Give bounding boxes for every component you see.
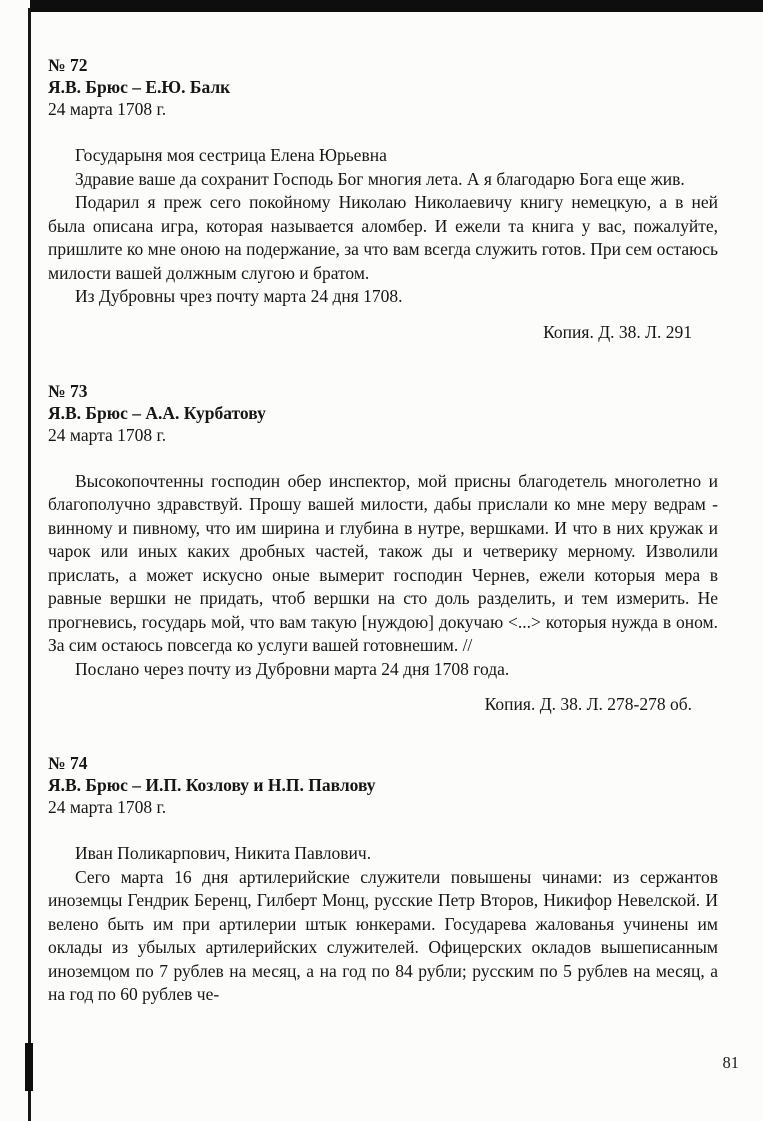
letter-paragraph: Подарил я преж сего покойному Николаю Николаевичу книгу немецкую, а в ней была описана игра, которая называется аломбер. И ежели та книга у вас, пожалуйте, пришлите ко мне оною на подержание, за что вам всегда служить готов. При сем остаюсь милости вашей должным слугою и братом.	[48, 192, 718, 283]
letter-74	[48, 752, 718, 1007]
letter-date: 24 марта 1708 г.	[48, 99, 167, 119]
letter-number: № 73	[48, 380, 88, 401]
letter-date: 24 марта 1708 г.	[48, 424, 167, 445]
letter-paragraph: Сего марта 16 дня артилерийские служители повышены чинами: из сержантов иноземцы Гендрик Беренц, Гилберт Монц, русские Петр Второв, Никифор Невелской. И велено быть им при артилерии штык юнкерами. Государева жалованья учинены им оклады из убылых артилерийских служителей. Офицерских окладов вышеписанным иноземцом по 7 рублев на месяц, а на год по 84 рубли; русским по 5 рублев на месяц, а на год по 60 рублев че-	[48, 866, 718, 1004]
letter-heading: Я.В. Брюс – Е.Ю. Балк	[48, 77, 231, 97]
letter-date: 24 марта 1708 г.	[48, 797, 167, 817]
letter-body	[48, 470, 718, 682]
scan-artifact-top-bar	[30, 0, 763, 12]
letter-body	[48, 144, 718, 309]
letter-73	[48, 380, 718, 717]
letter-number: № 72	[48, 55, 88, 75]
page-number: 81	[722, 1053, 739, 1072]
letter-number: № 74	[48, 753, 88, 773]
letter-body	[48, 842, 718, 1007]
letter-paragraph: Государыня моя сестрица Елена Юрьевна	[75, 145, 387, 165]
letter-heading: Я.В. Брюс – И.П. Козлову и Н.П. Павлову	[48, 775, 376, 795]
page-content	[48, 54, 718, 1007]
letter-72	[48, 54, 718, 344]
letter-paragraph: Иван Поликарпович, Никита Павлович.	[75, 843, 372, 863]
letter-paragraph: Высокопочтенны господин обер инспектор, мой присны благодетель многолетно и благополучно здравствуй. Прошу вашей милости, дабы прислали ко мне меру ведрам - винному и пивному, что им ширина и глубина в нутре, вершками. И что в них кружак и чарок или иных каких дробных частей, також ды и четверику мерному. Изволили прислать, а может искусно оные вымерит господин Чернев, ежели которыя мера в равные вершки не придать, чтоб вершки на сто доль разделить, и тем измерить. Не прогневись, государь мой, что вам такую [нуждою] докучаю <...> которыя нужда в оном. За сим остаюсь повсегда ко услуги вашей готовнешим. //	[48, 470, 718, 655]
letter-paragraph: Из Дубровны чрез почту марта 24 дня 1708.	[75, 286, 403, 306]
letter-heading: Я.В. Брюс – А.А. Курбатову	[48, 402, 266, 423]
scan-artifact-left-edge	[28, 8, 31, 1121]
scan-artifact-left-blot	[25, 1043, 33, 1091]
archive-reference: Копия. Д. 38. Л. 291	[543, 321, 692, 342]
letter-paragraph: Здравие ваше да сохранит Господь Бог многия лета. А я благодарю Бога еще жив.	[75, 168, 685, 189]
letter-paragraph: Послано через почту из Дубровни марта 24 дня 1708 года.	[75, 658, 510, 679]
archive-reference: Копия. Д. 38. Л. 278-278 об.	[484, 694, 692, 714]
